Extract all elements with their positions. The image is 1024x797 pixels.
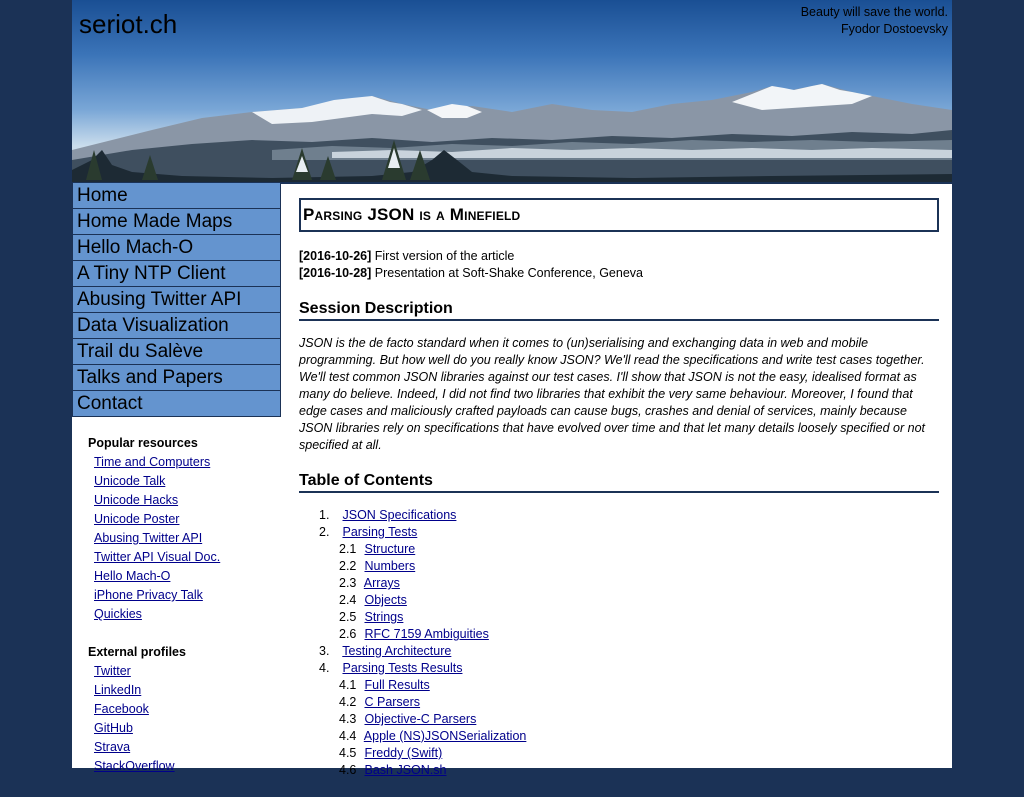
list-item xyxy=(94,756,278,775)
nav-item-talks-and-papers[interactable]: Talks and Papers xyxy=(72,365,281,391)
popular-link-time-and-computers[interactable]: Time and Computers xyxy=(94,455,211,469)
list-item xyxy=(94,718,278,737)
external-link-facebook[interactable]: Facebook xyxy=(94,702,149,716)
popular-link-quickies[interactable]: Quickies xyxy=(94,607,142,621)
toc-item xyxy=(319,711,939,728)
list-item xyxy=(94,699,278,718)
toc-item xyxy=(319,541,939,558)
history-date: [2016-10-28] xyxy=(299,266,372,280)
nav-item-home[interactable]: Home xyxy=(72,182,281,209)
toc-number: 1. xyxy=(319,508,330,522)
header-quote xyxy=(801,4,948,38)
external-link-stackoverflow[interactable]: StackOverflow xyxy=(94,759,175,773)
popular-link-unicode-hacks[interactable]: Unicode Hacks xyxy=(94,493,179,507)
toc-item xyxy=(319,660,939,677)
toc-number: 2.6 xyxy=(339,627,357,641)
toc-link[interactable]: Parsing Tests Results xyxy=(342,661,463,675)
toc-item xyxy=(319,694,939,711)
toc-link[interactable]: Full Results xyxy=(364,678,430,692)
list-item xyxy=(94,661,278,680)
toc-number: 2.4 xyxy=(339,593,357,607)
list-item xyxy=(94,471,278,490)
toc-number: 2.5 xyxy=(339,610,357,624)
toc-link[interactable]: RFC 7159 Ambiguities xyxy=(364,627,489,641)
nav-item-tiny-ntp-client[interactable]: A Tiny NTP Client xyxy=(72,261,281,287)
page xyxy=(72,0,952,777)
toc-item xyxy=(319,745,939,762)
toc-number: 4.2 xyxy=(339,695,357,709)
list-item xyxy=(94,528,278,547)
toc-item xyxy=(319,592,939,609)
external-profiles-heading: External profiles xyxy=(88,645,186,659)
main-navigation xyxy=(72,182,281,417)
external-link-github[interactable]: GitHub xyxy=(94,721,133,735)
toc-number: 4.6 xyxy=(339,763,357,777)
toc-item xyxy=(319,575,939,592)
toc-link[interactable]: Objective-C Parsers xyxy=(364,712,477,726)
external-link-strava[interactable]: Strava xyxy=(94,740,131,754)
toc-link[interactable]: Structure xyxy=(364,542,416,556)
nav-item-hello-mach-o[interactable]: Hello Mach-O xyxy=(72,235,281,261)
page-title: Parsing JSON is a Minefield xyxy=(303,205,521,224)
nav-divider xyxy=(281,182,952,184)
external-link-linkedin[interactable]: LinkedIn xyxy=(94,683,142,697)
toc-link[interactable]: C Parsers xyxy=(364,695,421,709)
toc-item xyxy=(319,507,939,524)
nav-item-contact[interactable]: Contact xyxy=(72,391,281,417)
nav-item-home-made-maps[interactable]: Home Made Maps xyxy=(72,209,281,235)
list-item xyxy=(94,490,278,509)
external-link-twitter[interactable]: Twitter xyxy=(94,664,131,678)
toc-number: 2. xyxy=(319,525,330,539)
history-entry xyxy=(299,265,939,282)
session-description-heading: Session Description xyxy=(299,299,939,321)
popular-link-hello-mach-o[interactable]: Hello Mach-O xyxy=(94,569,171,583)
table-of-contents-heading: Table of Contents xyxy=(299,471,939,493)
history-date: [2016-10-26] xyxy=(299,249,372,263)
toc-item xyxy=(319,728,939,745)
toc-number: 4.4 xyxy=(339,729,357,743)
toc-number: 3. xyxy=(319,644,330,658)
toc-item xyxy=(319,524,939,541)
toc-number: 2.3 xyxy=(339,576,357,590)
quote-text: Beauty will save the world. xyxy=(800,5,948,19)
toc-item xyxy=(319,762,939,779)
toc-number: 2.1 xyxy=(339,542,357,556)
toc-item xyxy=(319,643,939,660)
popular-link-iphone-privacy-talk[interactable]: iPhone Privacy Talk xyxy=(94,588,203,602)
external-profiles-list xyxy=(94,661,278,775)
list-item xyxy=(94,566,278,585)
toc-link[interactable]: Testing Architecture xyxy=(342,644,452,658)
nav-item-data-visualization[interactable]: Data Visualization xyxy=(72,313,281,339)
list-item xyxy=(94,737,278,756)
toc-link[interactable]: JSON Specifications xyxy=(342,508,457,522)
article-content xyxy=(299,198,939,779)
header-banner xyxy=(72,0,952,182)
toc-number: 4.5 xyxy=(339,746,357,760)
list-item xyxy=(94,547,278,566)
session-abstract: JSON is the de facto standard when it comes to (un)serialising and exchanging data in web and mobile programming. But how well do you really know JSON? We'll read the specifications and write test cases together. We'll test common JSON libraries against our test cases. I'll show that JSON is not the easy, idealised format as many do believe. Indeed, I did not find two libraries that exhibit the very same behaviour. Moreover, I found that edge cases and maliciously crafted payloads can cause bugs, crashes and denial of services, mainly because JSON libraries rely on specifications that have evolved over time and that let many details loosely specified or not specified at all. xyxy=(299,336,926,452)
toc-item xyxy=(319,558,939,575)
toc-link[interactable]: Arrays xyxy=(363,576,400,590)
nav-item-trail-du-saleve[interactable]: Trail du Salève xyxy=(72,339,281,365)
sidebar xyxy=(88,436,278,797)
toc-link[interactable]: Freddy (Swift) xyxy=(364,746,443,760)
popular-resources-heading: Popular resources xyxy=(88,436,198,450)
toc-item xyxy=(319,609,939,626)
list-item xyxy=(94,604,278,623)
toc-number: 4. xyxy=(319,661,330,675)
site-title-link[interactable]: seriot.ch xyxy=(79,9,178,39)
toc-link[interactable]: Parsing Tests xyxy=(342,525,418,539)
list-item xyxy=(94,680,278,699)
nav-item-abusing-twitter-api[interactable]: Abusing Twitter API xyxy=(72,287,281,313)
list-item xyxy=(94,452,278,471)
popular-resources-list xyxy=(94,452,278,623)
toc-number: 4.1 xyxy=(339,678,357,692)
toc-link[interactable]: Apple (NS)JSONSerialization xyxy=(363,729,527,743)
popular-link-twitter-api-visual-doc[interactable]: Twitter API Visual Doc. xyxy=(94,550,221,564)
history-text: Presentation at Soft-Shake Conference, Geneva xyxy=(374,266,643,280)
toc-link[interactable]: Strings xyxy=(364,610,404,624)
toc-number: 4.3 xyxy=(339,712,357,726)
history-entry xyxy=(299,248,939,265)
history-text: First version of the article xyxy=(374,249,515,263)
toc-item xyxy=(319,677,939,694)
toc-link[interactable]: Objects xyxy=(364,593,407,607)
popular-link-abusing-twitter-api[interactable]: Abusing Twitter API xyxy=(94,531,203,545)
popular-link-unicode-talk[interactable]: Unicode Talk xyxy=(94,474,166,488)
popular-link-unicode-poster[interactable]: Unicode Poster xyxy=(94,512,180,526)
quote-author: Fyodor Dostoevsky xyxy=(841,22,948,36)
article-title-box xyxy=(299,198,939,232)
toc-link[interactable]: Numbers xyxy=(364,559,416,573)
list-item xyxy=(94,585,278,604)
list-item xyxy=(94,509,278,528)
toc-number: 2.2 xyxy=(339,559,357,573)
toc-item xyxy=(319,626,939,643)
table-of-contents xyxy=(299,507,939,779)
toc-link[interactable]: Bash JSON.sh xyxy=(364,763,447,777)
